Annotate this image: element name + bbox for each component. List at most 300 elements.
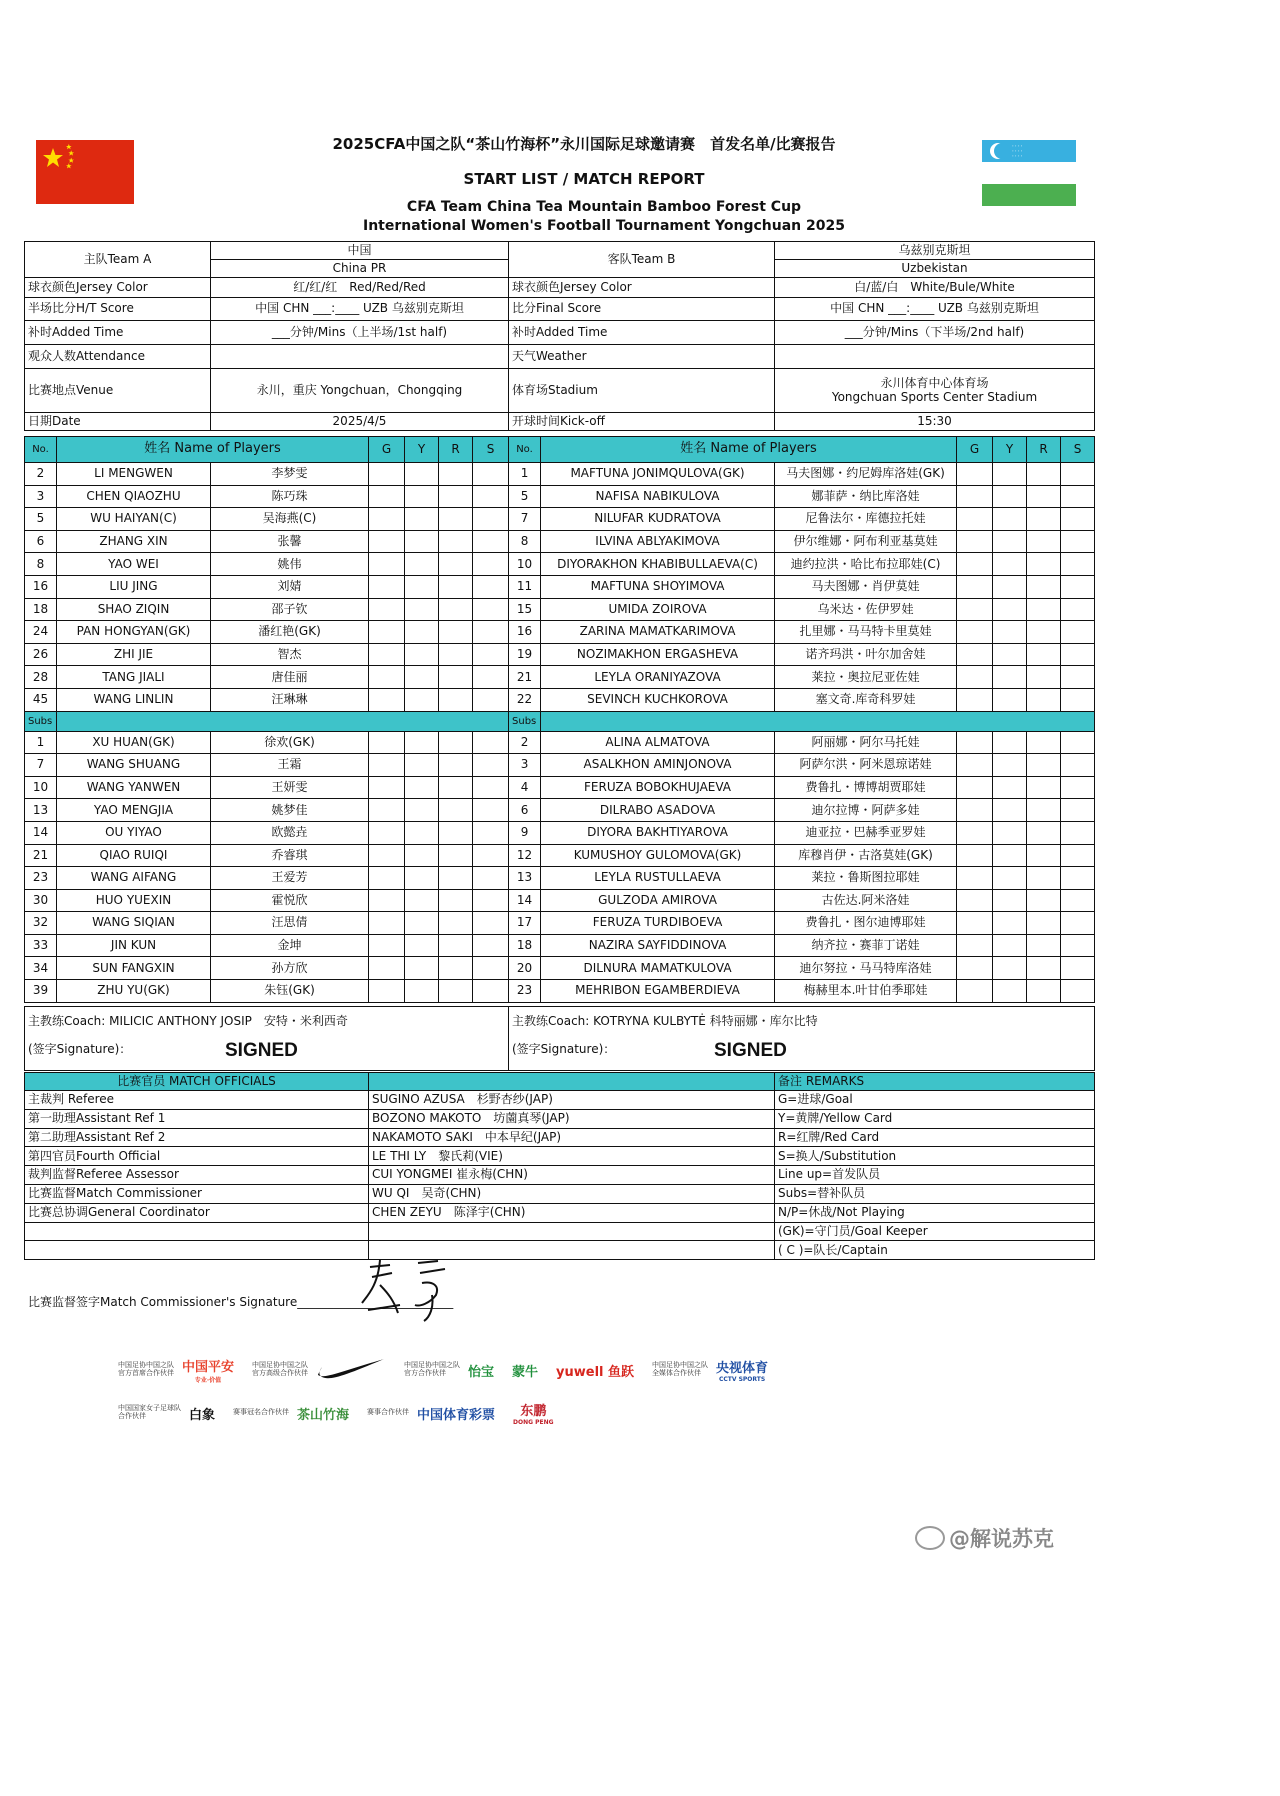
player-b-name-en: NAZIRA SAYFIDDINOVA — [541, 934, 775, 957]
player-b-g — [957, 912, 993, 935]
player-a-s — [473, 754, 509, 777]
player-a-s — [473, 799, 509, 822]
official-name: WU QI 吴奇(CHN) — [369, 1184, 775, 1203]
player-b-y — [993, 485, 1027, 508]
player-b-y — [993, 844, 1027, 867]
player-a-r — [439, 776, 473, 799]
weather-label: 天气Weather — [509, 345, 775, 369]
player-row — [25, 621, 1095, 644]
player-a-s — [473, 598, 509, 621]
player-a-g — [369, 508, 405, 531]
player-a-s — [473, 463, 509, 486]
player-a-name-en: WU HAIYAN(C) — [57, 508, 211, 531]
player-a-no: 8 — [25, 553, 57, 576]
player-b-r — [1027, 666, 1061, 689]
player-b-no: 20 — [509, 957, 541, 980]
player-b-s — [1061, 934, 1095, 957]
player-b-s — [1061, 575, 1095, 598]
sponsor-logo — [189, 1404, 215, 1423]
player-b-g — [957, 508, 993, 531]
player-a-name-en: JIN KUN — [57, 934, 211, 957]
sponsor-tier-label: 中国国家女子足球队 合作伙伴 — [118, 1404, 181, 1420]
player-b-r — [1027, 754, 1061, 777]
jersey-label-a: 球衣颜色Jersey Color — [25, 278, 211, 298]
player-row — [25, 553, 1095, 576]
player-a-g — [369, 463, 405, 486]
player-a-name-en: CHEN QIAOZHU — [57, 485, 211, 508]
weibo-icon — [915, 1526, 945, 1550]
player-a-name-en: OU YIYAO — [57, 821, 211, 844]
added-label-a: 补时Added Time — [25, 321, 211, 345]
player-a-no: 23 — [25, 867, 57, 890]
player-a-r — [439, 575, 473, 598]
player-b-y — [993, 530, 1027, 553]
player-a-name-en: WANG LINLIN — [57, 688, 211, 711]
player-b-s — [1061, 754, 1095, 777]
player-a-name-cn: 乔睿琪 — [211, 844, 369, 867]
player-b-name-cn: 伊尔维娜・阿布利亚基莫娃 — [775, 530, 957, 553]
player-b-y — [993, 957, 1027, 980]
player-a-no: 5 — [25, 508, 57, 531]
remark-item: R=红牌/Red Card — [775, 1128, 1095, 1147]
player-row — [25, 799, 1095, 822]
player-a-name-en: ZHU YU(GK) — [57, 980, 211, 1003]
player-b-name-cn: 费鲁扎・图尔迪博耶娃 — [775, 912, 957, 935]
player-b-no: 3 — [509, 754, 541, 777]
player-a-no: 1 — [25, 731, 57, 754]
player-a-no: 39 — [25, 980, 57, 1003]
team-a-cn: 中国 — [211, 242, 509, 260]
official-row — [25, 1184, 1095, 1203]
player-a-g — [369, 844, 405, 867]
player-b-r — [1027, 463, 1061, 486]
jersey-a: 红/红/红 Red/Red/Red — [211, 278, 509, 298]
player-a-no: 6 — [25, 530, 57, 553]
player-a-no: 14 — [25, 821, 57, 844]
player-a-y — [405, 731, 439, 754]
player-b-g — [957, 666, 993, 689]
remark-item: G=进球/Goal — [775, 1091, 1095, 1110]
official-name: NAKAMOTO SAKI 中本早纪(JAP) — [369, 1128, 775, 1147]
player-b-y — [993, 621, 1027, 644]
col-g-b: G — [957, 437, 993, 463]
player-a-s — [473, 666, 509, 689]
remarks-header: 备注 REMARKS — [775, 1073, 1095, 1091]
ht-label: 半场比分H/T Score — [25, 298, 211, 321]
sponsor-name: 蒙牛 — [512, 1364, 539, 1380]
player-a-no: 13 — [25, 799, 57, 822]
col-s-a: S — [473, 437, 509, 463]
jersey-label-b: 球衣颜色Jersey Color — [509, 278, 775, 298]
stadium-value — [775, 369, 1095, 413]
player-a-no: 26 — [25, 643, 57, 666]
stadium-label: 体育场Stadium — [509, 369, 775, 413]
official-role: 裁判监督Referee Assessor — [25, 1166, 369, 1185]
player-b-no: 7 — [509, 508, 541, 531]
player-a-g — [369, 485, 405, 508]
player-b-name-cn: 库穆肖伊・古洛莫娃(GK) — [775, 844, 957, 867]
player-b-name-en: KUMUSHOY GULOMOVA(GK) — [541, 844, 775, 867]
col-no-b: No. — [509, 437, 541, 463]
subtitle-1: CFA Team China Tea Mountain Bamboo Forest Cup — [406, 199, 802, 215]
player-a-g — [369, 553, 405, 576]
player-b-name-en: SEVINCH KUCHKOROVA — [541, 688, 775, 711]
player-a-s — [473, 980, 509, 1003]
nike-swoosh-icon — [316, 1357, 386, 1383]
commissioner-signature-scribble — [360, 1255, 470, 1325]
player-a-no: 18 — [25, 598, 57, 621]
player-a-name-en: PAN HONGYAN(GK) — [57, 621, 211, 644]
player-b-g — [957, 575, 993, 598]
player-b-s — [1061, 821, 1095, 844]
official-role — [25, 1241, 369, 1260]
player-a-name-cn: 徐欢(GK) — [211, 731, 369, 754]
player-a-s — [473, 821, 509, 844]
player-b-name-cn: 阿萨尔洪・阿米恩琼诺娃 — [775, 754, 957, 777]
col-name-a: 姓名 Name of Players — [57, 437, 369, 463]
player-row — [25, 598, 1095, 621]
sponsor — [367, 1404, 495, 1423]
player-a-g — [369, 912, 405, 935]
coach-b: 主教练Coach: KOTRYNA KULBYTĖ 科特丽娜・库尔比特 — [512, 1014, 818, 1028]
player-b-s — [1061, 688, 1095, 711]
player-b-g — [957, 485, 993, 508]
player-b-name-en: MAFTUNA SHOYIMOVA — [541, 575, 775, 598]
player-a-y — [405, 821, 439, 844]
player-b-s — [1061, 731, 1095, 754]
ht-value: 中国 CHN ___:____ UZB 乌兹别克斯坦 — [211, 298, 509, 321]
player-a-r — [439, 688, 473, 711]
sponsor-tier-label: 中国足协中国之队 全媒体合作伙伴 — [652, 1361, 709, 1377]
player-b-name-en: NILUFAR KUDRATOVA — [541, 508, 775, 531]
player-b-r — [1027, 957, 1061, 980]
player-a-y — [405, 575, 439, 598]
player-b-s — [1061, 912, 1095, 935]
player-a-g — [369, 867, 405, 890]
sponsor — [252, 1357, 386, 1383]
player-b-g — [957, 688, 993, 711]
official-name: CHEN ZEYU 陈泽宇(CHN) — [369, 1203, 775, 1222]
player-a-name-cn: 金坤 — [211, 934, 369, 957]
player-a-r — [439, 463, 473, 486]
official-name: SUGINO AZUSA 杉野杏纱(JAP) — [369, 1091, 775, 1110]
player-b-name-en: LEYLA RUSTULLAEVA — [541, 867, 775, 890]
player-b-y — [993, 463, 1027, 486]
player-a-no: 30 — [25, 889, 57, 912]
player-a-no: 10 — [25, 776, 57, 799]
player-a-r — [439, 934, 473, 957]
player-a-s — [473, 957, 509, 980]
player-b-name-en: NOZIMAKHON ERGASHEVA — [541, 643, 775, 666]
player-a-y — [405, 553, 439, 576]
subtitle-2: International Women's Football Tournament Yongchuan 2025 — [362, 218, 845, 234]
player-b-no: 22 — [509, 688, 541, 711]
player-b-y — [993, 912, 1027, 935]
official-role: 第一助理Assistant Ref 1 — [25, 1109, 369, 1128]
sponsor-tier-label: 中国足协中国之队 官方首席合作伙伴 — [118, 1361, 174, 1377]
player-a-name-en: HUO YUEXIN — [57, 889, 211, 912]
player-b-r — [1027, 731, 1061, 754]
player-a-no: 24 — [25, 621, 57, 644]
player-b-name-en: NAFISA NABIKULOVA — [541, 485, 775, 508]
sponsor-subname: CCTV SPORTS — [718, 1376, 766, 1383]
player-b-s — [1061, 621, 1095, 644]
player-a-no: 7 — [25, 754, 57, 777]
weather-value — [775, 345, 1095, 369]
sponsor-logo — [468, 1361, 494, 1380]
col-name-b: 姓名 Name of Players — [541, 437, 957, 463]
player-b-s — [1061, 799, 1095, 822]
official-role: 第四官员Fourth Official — [25, 1147, 369, 1166]
sponsor-logo — [513, 1400, 554, 1426]
player-row — [25, 688, 1095, 711]
player-row — [25, 485, 1095, 508]
player-a-s — [473, 530, 509, 553]
player-b-g — [957, 553, 993, 576]
player-b-y — [993, 553, 1027, 576]
player-a-y — [405, 598, 439, 621]
player-a-y — [405, 934, 439, 957]
player-a-r — [439, 867, 473, 890]
player-b-r — [1027, 530, 1061, 553]
weibo-watermark — [915, 1523, 1054, 1553]
col-r-b: R — [1027, 437, 1061, 463]
player-a-no: 34 — [25, 957, 57, 980]
player-a-name-cn: 刘婧 — [211, 575, 369, 598]
player-a-y — [405, 643, 439, 666]
player-a-y — [405, 666, 439, 689]
player-a-name-cn: 陈巧珠 — [211, 485, 369, 508]
player-row — [25, 821, 1095, 844]
player-a-name-cn: 姚伟 — [211, 553, 369, 576]
coach-a-cell — [25, 1007, 509, 1071]
signed-a: SIGNED — [225, 1040, 298, 1061]
added-label-b: 补时Added Time — [509, 321, 775, 345]
player-b-name-cn: 扎里娜・马马特卡里莫娃 — [775, 621, 957, 644]
player-a-r — [439, 957, 473, 980]
player-a-y — [405, 776, 439, 799]
player-b-name-cn: 塞文奇.库奇科罗娃 — [775, 688, 957, 711]
player-a-name-en: TANG JIALI — [57, 666, 211, 689]
player-a-name-en: SHAO ZIQIN — [57, 598, 211, 621]
player-b-y — [993, 666, 1027, 689]
remark-item: Subs=替补队员 — [775, 1184, 1095, 1203]
player-b-g — [957, 867, 993, 890]
player-a-r — [439, 821, 473, 844]
stadium-en: Yongchuan Sports Center Stadium — [831, 389, 1038, 404]
official-role: 第二助理Assistant Ref 2 — [25, 1128, 369, 1147]
player-b-no: 6 — [509, 799, 541, 822]
official-row — [25, 1091, 1095, 1110]
team-b-label: 客队Team B — [509, 242, 775, 278]
sponsor-logo — [182, 1356, 234, 1384]
official-role: 比赛总协调General Coordinator — [25, 1203, 369, 1222]
player-a-g — [369, 666, 405, 689]
player-a-y — [405, 957, 439, 980]
remark-item: Line up=首发队员 — [775, 1166, 1095, 1185]
sponsor-name: 中国平安 — [182, 1360, 235, 1375]
added-b: ___分钟/Mins（下半场/2nd half) — [775, 321, 1095, 345]
player-a-s — [473, 889, 509, 912]
player-b-name-en: GULZODA AMIROVA — [541, 889, 775, 912]
sponsor — [513, 1400, 554, 1426]
player-a-name-en: ZHI JIE — [57, 643, 211, 666]
title-cn: 2025CFA中国之队“茶山竹海杯”永川国际足球邀请赛 首发名单/比赛报告 — [332, 135, 836, 153]
player-b-y — [993, 980, 1027, 1003]
coach-table — [24, 1006, 1095, 1071]
col-no-a: No. — [25, 437, 57, 463]
player-b-name-en: FERUZA BOBOKHUJAEVA — [541, 776, 775, 799]
sponsor-name: 东鹏 — [520, 1404, 547, 1419]
player-a-g — [369, 799, 405, 822]
coach-b-cell — [509, 1007, 1095, 1071]
added-a: ___分钟/Mins（上半场/1st half) — [211, 321, 509, 345]
player-a-g — [369, 575, 405, 598]
uzbekistan-flag: ⋅⋅⋅⋅ ⋅⋅⋅⋅ ⋅⋅⋅⋅ — [982, 140, 1076, 206]
player-b-g — [957, 530, 993, 553]
player-a-r — [439, 485, 473, 508]
player-a-g — [369, 598, 405, 621]
player-row — [25, 731, 1095, 754]
player-a-name-cn: 邵子钦 — [211, 598, 369, 621]
player-b-name-en: DILRABO ASADOVA — [541, 799, 775, 822]
player-a-s — [473, 508, 509, 531]
player-row — [25, 844, 1095, 867]
kickoff-value: 15:30 — [775, 413, 1095, 431]
player-b-name-cn: 纳齐拉・赛菲丁诺娃 — [775, 934, 957, 957]
col-s-b: S — [1061, 437, 1095, 463]
player-b-name-cn: 梅赫里本.叶甘伯季耶娃 — [775, 980, 957, 1003]
sponsor-tier-label: 中国足协中国之队 官方高级合作伙伴 — [252, 1361, 309, 1377]
player-a-no: 16 — [25, 575, 57, 598]
subs-label-b: Subs — [509, 711, 541, 731]
player-a-r — [439, 754, 473, 777]
player-a-r — [439, 844, 473, 867]
player-a-s — [473, 553, 509, 576]
player-b-name-en: MEHRIBON EGAMBERDIEVA — [541, 980, 775, 1003]
player-b-r — [1027, 553, 1061, 576]
player-row — [25, 889, 1095, 912]
player-b-g — [957, 799, 993, 822]
player-a-r — [439, 912, 473, 935]
sponsor-name: 中国体育彩票 — [417, 1407, 496, 1423]
official-name — [369, 1222, 775, 1241]
player-a-y — [405, 889, 439, 912]
attendance-label: 观众人数Attendance — [25, 345, 211, 369]
player-b-name-en: ALINA ALMATOVA — [541, 731, 775, 754]
sponsor-subname: 专业·价值 — [194, 1377, 222, 1384]
sponsor-name: 茶山竹海 — [297, 1407, 350, 1423]
player-b-name-cn: 尼鲁法尔・库德拉托娃 — [775, 508, 957, 531]
official-name: BOZONO MAKOTO 坊薗真琴(JAP) — [369, 1109, 775, 1128]
player-a-name-cn: 朱钰(GK) — [211, 980, 369, 1003]
officials-header-spacer — [369, 1073, 775, 1091]
subs-divider-row — [25, 711, 1095, 731]
col-y-a: Y — [405, 437, 439, 463]
player-b-name-cn: 乌米达・佐伊罗娃 — [775, 598, 957, 621]
coach-a: 主教练Coach: MILICIC ANTHONY JOSIP 安特・米利西奇 — [28, 1014, 348, 1028]
commissioner-signature-label: 比赛监督签字Match Commissioner's Signature__________________________ — [28, 1295, 454, 1309]
date-label: 日期Date — [25, 413, 211, 431]
player-a-name-cn: 吴海燕(C) — [211, 508, 369, 531]
player-a-name-en: YAO WEI — [57, 553, 211, 576]
subs-label-a: Subs — [25, 711, 57, 731]
player-b-name-en: ILVINA ABLYAKIMOVA — [541, 530, 775, 553]
player-a-g — [369, 643, 405, 666]
player-a-name-en: WANG AIFANG — [57, 867, 211, 890]
player-b-s — [1061, 776, 1095, 799]
players-table — [24, 436, 1095, 1003]
player-b-y — [993, 934, 1027, 957]
official-row — [25, 1147, 1095, 1166]
player-b-name-cn: 莱拉・奥拉尼亚佐娃 — [775, 666, 957, 689]
player-b-g — [957, 957, 993, 980]
player-a-y — [405, 508, 439, 531]
sponsor-logo — [417, 1404, 495, 1423]
subs-fill-b — [541, 711, 1095, 731]
player-b-r — [1027, 889, 1061, 912]
player-b-r — [1027, 799, 1061, 822]
match-info-table — [24, 241, 1095, 431]
player-b-y — [993, 821, 1027, 844]
player-b-s — [1061, 553, 1095, 576]
watermark-text: @解说苏克 — [949, 1527, 1054, 1551]
player-b-r — [1027, 575, 1061, 598]
player-a-s — [473, 731, 509, 754]
player-b-y — [993, 867, 1027, 890]
player-a-s — [473, 934, 509, 957]
player-b-no: 2 — [509, 731, 541, 754]
player-b-y — [993, 575, 1027, 598]
player-b-no: 21 — [509, 666, 541, 689]
player-row — [25, 776, 1095, 799]
player-a-name-cn: 汪思倩 — [211, 912, 369, 935]
player-a-s — [473, 688, 509, 711]
official-role — [25, 1222, 369, 1241]
player-b-no: 10 — [509, 553, 541, 576]
player-b-y — [993, 731, 1027, 754]
remark-item: ( C )=队长/Captain — [775, 1241, 1095, 1260]
player-a-name-en: LI MENGWEN — [57, 463, 211, 486]
player-a-name-en: QIAO RUIQI — [57, 844, 211, 867]
player-b-no: 11 — [509, 575, 541, 598]
sponsor-tier-label: 赛事冠名合作伙伴 — [233, 1408, 290, 1417]
player-a-g — [369, 980, 405, 1003]
player-a-name-en: ZHANG XIN — [57, 530, 211, 553]
player-a-r — [439, 643, 473, 666]
player-row — [25, 463, 1095, 486]
player-b-no: 13 — [509, 867, 541, 890]
player-b-s — [1061, 957, 1095, 980]
player-b-name-cn: 迪约拉洪・哈比布拉耶娃(C) — [775, 553, 957, 576]
official-name: CUI YONGMEI 崔永梅(CHN) — [369, 1166, 775, 1185]
sponsors-row-2 — [118, 1398, 718, 1428]
remark-item: Y=黄牌/Yellow Card — [775, 1109, 1095, 1128]
player-b-y — [993, 643, 1027, 666]
player-a-name-en: YAO MENGJIA — [57, 799, 211, 822]
player-b-s — [1061, 485, 1095, 508]
player-b-s — [1061, 867, 1095, 890]
player-b-r — [1027, 776, 1061, 799]
player-b-g — [957, 889, 993, 912]
player-b-r — [1027, 980, 1061, 1003]
sponsors-row-1 — [118, 1355, 998, 1385]
player-a-r — [439, 508, 473, 531]
player-b-g — [957, 754, 993, 777]
sponsor-name: yuwell 鱼跃 — [556, 1364, 635, 1380]
remark-item: N/P=休战/Not Playing — [775, 1203, 1095, 1222]
player-a-y — [405, 463, 439, 486]
